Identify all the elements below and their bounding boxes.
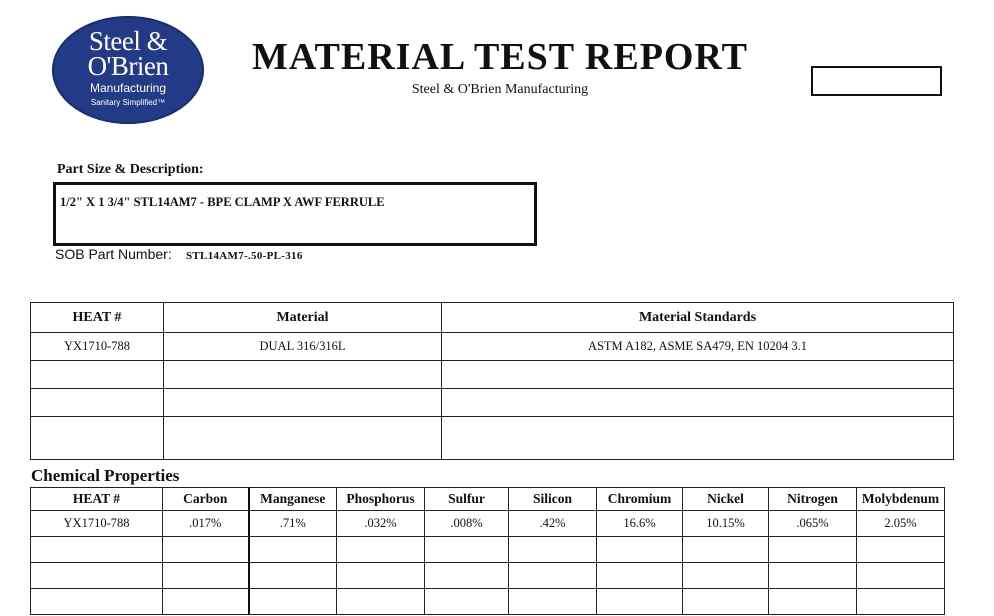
table-cell — [337, 537, 425, 563]
table-cell — [164, 361, 442, 389]
table-cell — [425, 537, 509, 563]
table-cell — [857, 589, 945, 615]
table-cell: ASTM A182, ASME SA479, EN 10204 3.1 — [442, 333, 954, 361]
table-cell — [249, 589, 337, 615]
table-row — [31, 563, 945, 589]
table-cell — [337, 563, 425, 589]
report-subtitle: Steel & O'Brien Manufacturing — [411, 82, 589, 97]
report-id-box — [811, 66, 942, 96]
logo-line-3: Manufacturing — [89, 81, 167, 95]
table-cell — [769, 537, 857, 563]
table-cell — [683, 563, 769, 589]
chemical-properties-title: Chemical Properties — [31, 466, 180, 485]
table-cell — [509, 589, 597, 615]
table-row — [31, 389, 954, 417]
material-table — [30, 302, 954, 460]
logo-tagline: Sanitary Simplified™ — [90, 98, 166, 107]
table-cell: .065% — [769, 511, 857, 537]
logo-line-1: Steel & — [88, 26, 168, 56]
logo-line-2: O'Brien — [87, 51, 169, 81]
table-cell — [249, 537, 337, 563]
table-cell — [163, 537, 249, 563]
material-header-row — [31, 303, 954, 333]
material-header-cell: Material — [164, 303, 442, 333]
table-row — [31, 333, 954, 361]
table-cell — [31, 563, 163, 589]
chemical-header-cell: HEAT # — [31, 488, 163, 511]
table-cell — [337, 589, 425, 615]
part-description: 1/2" X 1 3/4" STL14AM7 - BPE CLAMP X AWF FERRULE — [60, 195, 385, 209]
table-cell: 16.6% — [597, 511, 683, 537]
company-logo — [52, 16, 204, 124]
table-cell — [769, 589, 857, 615]
sob-part-number-label: SOB Part Number: — [55, 246, 172, 262]
chemical-header-cell: Chromium — [597, 488, 683, 511]
material-header-cell: Material Standards — [442, 303, 954, 333]
table-cell — [31, 361, 164, 389]
table-cell — [425, 563, 509, 589]
material-header-cell: HEAT # — [31, 303, 164, 333]
table-cell: 10.15% — [683, 511, 769, 537]
chemical-header-cell: Manganese — [249, 488, 337, 511]
table-cell: DUAL 316/316L — [164, 333, 442, 361]
chemical-header-cell: Molybdenum — [857, 488, 945, 511]
table-cell — [683, 537, 769, 563]
table-row — [31, 511, 945, 537]
table-cell — [249, 563, 337, 589]
sob-part-number-value: STL14AM7-.50-PL-316 — [186, 250, 303, 262]
table-cell: YX1710-788 — [31, 333, 164, 361]
table-cell — [857, 537, 945, 563]
table-cell — [425, 589, 509, 615]
table-cell — [31, 389, 164, 417]
table-cell — [769, 563, 857, 589]
table-cell: 2.05% — [857, 511, 945, 537]
table-cell — [164, 417, 442, 460]
table-cell: .008% — [425, 511, 509, 537]
chemical-header-cell: Nitrogen — [769, 488, 857, 511]
chemical-header-cell: Nickel — [683, 488, 769, 511]
chemical-header-cell: Phosphorus — [337, 488, 425, 511]
table-cell — [31, 537, 163, 563]
table-cell: .017% — [163, 511, 249, 537]
table-row — [31, 361, 954, 389]
chemical-header-cell: Silicon — [509, 488, 597, 511]
table-cell: .42% — [509, 511, 597, 537]
table-cell — [31, 417, 164, 460]
table-cell — [597, 589, 683, 615]
table-cell — [597, 537, 683, 563]
table-cell — [442, 389, 954, 417]
table-cell: .032% — [337, 511, 425, 537]
report-title: MATERIAL TEST REPORT — [252, 36, 748, 78]
table-cell — [509, 537, 597, 563]
chemical-header-cell: Sulfur — [425, 488, 509, 511]
chemical-header-row — [31, 488, 945, 511]
table-cell — [163, 563, 249, 589]
table-cell — [442, 361, 954, 389]
table-cell: YX1710-788 — [31, 511, 163, 537]
part-size-label: Part Size & Description: — [57, 162, 204, 177]
table-cell: .71% — [249, 511, 337, 537]
chemical-table — [30, 487, 945, 615]
chemical-header-cell: Carbon — [163, 488, 249, 511]
table-row — [31, 589, 945, 615]
table-cell — [597, 563, 683, 589]
table-cell — [164, 389, 442, 417]
table-cell — [442, 417, 954, 460]
table-cell — [857, 563, 945, 589]
table-cell — [683, 589, 769, 615]
table-cell — [31, 589, 163, 615]
part-description-box — [53, 182, 537, 246]
table-row — [31, 537, 945, 563]
table-cell — [509, 563, 597, 589]
table-cell — [163, 589, 249, 615]
table-row — [31, 417, 954, 460]
